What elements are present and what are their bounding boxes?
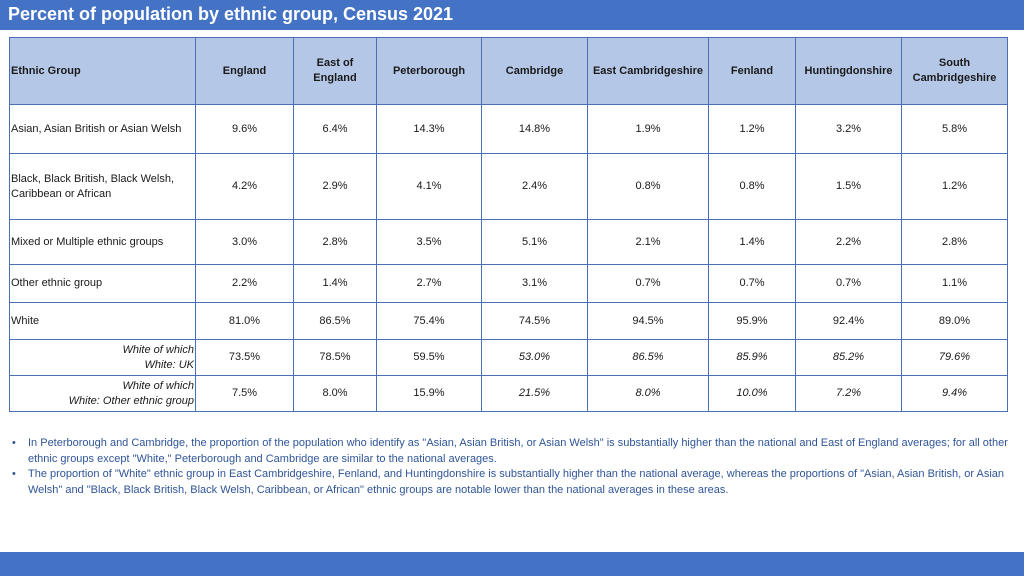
table-cell: 9.4% (902, 376, 1008, 412)
table-cell: 94.5% (588, 303, 709, 340)
table-cell: 2.9% (294, 154, 377, 220)
table-cell: 79.6% (902, 340, 1008, 376)
note-item (12, 467, 1016, 498)
table-row (10, 265, 1008, 303)
row-label: White (10, 303, 196, 340)
table-cell: 8.0% (588, 376, 709, 412)
table-cell: 85.2% (796, 340, 902, 376)
table-cell: 0.8% (709, 154, 796, 220)
table-cell: 7.5% (196, 376, 294, 412)
column-header: South Cambridgeshire (902, 38, 1008, 105)
table-cell: 1.9% (588, 105, 709, 154)
table-cell: 0.7% (709, 265, 796, 303)
table-cell: 1.2% (709, 105, 796, 154)
bullet-icon: • (12, 437, 16, 449)
table-row (10, 220, 1008, 265)
row-label: Other ethnic group (10, 265, 196, 303)
note-item (12, 436, 1016, 467)
table-cell: 0.7% (796, 265, 902, 303)
table-cell: 7.2% (796, 376, 902, 412)
table-row (10, 303, 1008, 340)
table-cell: 15.9% (377, 376, 482, 412)
table-cell: 0.8% (588, 154, 709, 220)
row-label: Black, Black British, Black Welsh, Caribbean or African (10, 154, 196, 220)
column-header: Peterborough (377, 38, 482, 105)
table-cell: 86.5% (588, 340, 709, 376)
table-cell: 14.8% (482, 105, 588, 154)
row-label: Mixed or Multiple ethnic groups (10, 220, 196, 265)
ethnic-group-table (9, 37, 1008, 412)
table-cell: 6.4% (294, 105, 377, 154)
bullet-icon: • (12, 468, 16, 480)
sublabel-line: White of which (122, 379, 194, 392)
table-cell: 3.1% (482, 265, 588, 303)
table-cell: 14.3% (377, 105, 482, 154)
column-header: Huntingdonshire (796, 38, 902, 105)
table-cell: 2.7% (377, 265, 482, 303)
table-cell: 5.8% (902, 105, 1008, 154)
row-sublabel (10, 340, 196, 376)
table-cell: 2.2% (196, 265, 294, 303)
table-cell: 5.1% (482, 220, 588, 265)
table-cell: 89.0% (902, 303, 1008, 340)
table-cell: 0.7% (588, 265, 709, 303)
notes-list (12, 436, 1016, 498)
table-cell: 3.0% (196, 220, 294, 265)
note-text: The proportion of "White" ethnic group in East Cambridgeshire, Fenland, and Huntingdonshire is substantially higher than the national average, whereas the proportions of "Asian, Asian British, or Asian Welsh" and "Black, Black British, Black Welsh, Caribbean, or African" ethnic groups are notable lower than the national averages in these areas. (28, 468, 1004, 496)
table-header-row (10, 38, 1008, 105)
table-cell: 4.1% (377, 154, 482, 220)
column-header: Cambridge (482, 38, 588, 105)
table-cell: 53.0% (482, 340, 588, 376)
title-bar (0, 0, 1024, 30)
table-row (10, 340, 1008, 376)
footer-bar (0, 552, 1024, 576)
column-header: East of England (294, 38, 377, 105)
table-cell: 2.4% (482, 154, 588, 220)
column-header: England (196, 38, 294, 105)
table-cell: 10.0% (709, 376, 796, 412)
table-cell: 86.5% (294, 303, 377, 340)
note-text: In Peterborough and Cambridge, the proportion of the population who identify as "Asian, Asian British, or Asian Welsh" is substantially higher than the national and East of England averages; for all other ethnic groups except "White," Peterborough and Cambridge are similar to the national averages. (28, 437, 1008, 465)
table-cell: 59.5% (377, 340, 482, 376)
table-row (10, 105, 1008, 154)
table-cell: 2.2% (796, 220, 902, 265)
table-cell: 73.5% (196, 340, 294, 376)
table-cell: 1.4% (294, 265, 377, 303)
table-cell: 92.4% (796, 303, 902, 340)
table-cell: 81.0% (196, 303, 294, 340)
column-header: Fenland (709, 38, 796, 105)
table-cell: 4.2% (196, 154, 294, 220)
table-row (10, 154, 1008, 220)
table-cell: 3.2% (796, 105, 902, 154)
table-cell: 9.6% (196, 105, 294, 154)
table-cell: 3.5% (377, 220, 482, 265)
table-cell: 1.5% (796, 154, 902, 220)
table-cell: 74.5% (482, 303, 588, 340)
table-cell: 85.9% (709, 340, 796, 376)
sublabel-line: White: UK (144, 358, 194, 371)
column-header: East Cambridgeshire (588, 38, 709, 105)
table-cell: 2.1% (588, 220, 709, 265)
row-label: Asian, Asian British or Asian Welsh (10, 105, 196, 154)
table-cell: 2.8% (902, 220, 1008, 265)
table-cell: 1.4% (709, 220, 796, 265)
row-sublabel (10, 376, 196, 412)
table-cell: 95.9% (709, 303, 796, 340)
table-row (10, 376, 1008, 412)
table-cell: 75.4% (377, 303, 482, 340)
table-cell: 8.0% (294, 376, 377, 412)
table-cell: 1.1% (902, 265, 1008, 303)
page-title: Percent of population by ethnic group, Census 2021 (8, 4, 454, 24)
sublabel-line: White of which (122, 343, 194, 356)
table-cell: 1.2% (902, 154, 1008, 220)
table-cell: 2.8% (294, 220, 377, 265)
table-cell: 78.5% (294, 340, 377, 376)
table-cell: 21.5% (482, 376, 588, 412)
sublabel-line: White: Other ethnic group (68, 394, 194, 407)
column-header: Ethnic Group (10, 38, 196, 105)
